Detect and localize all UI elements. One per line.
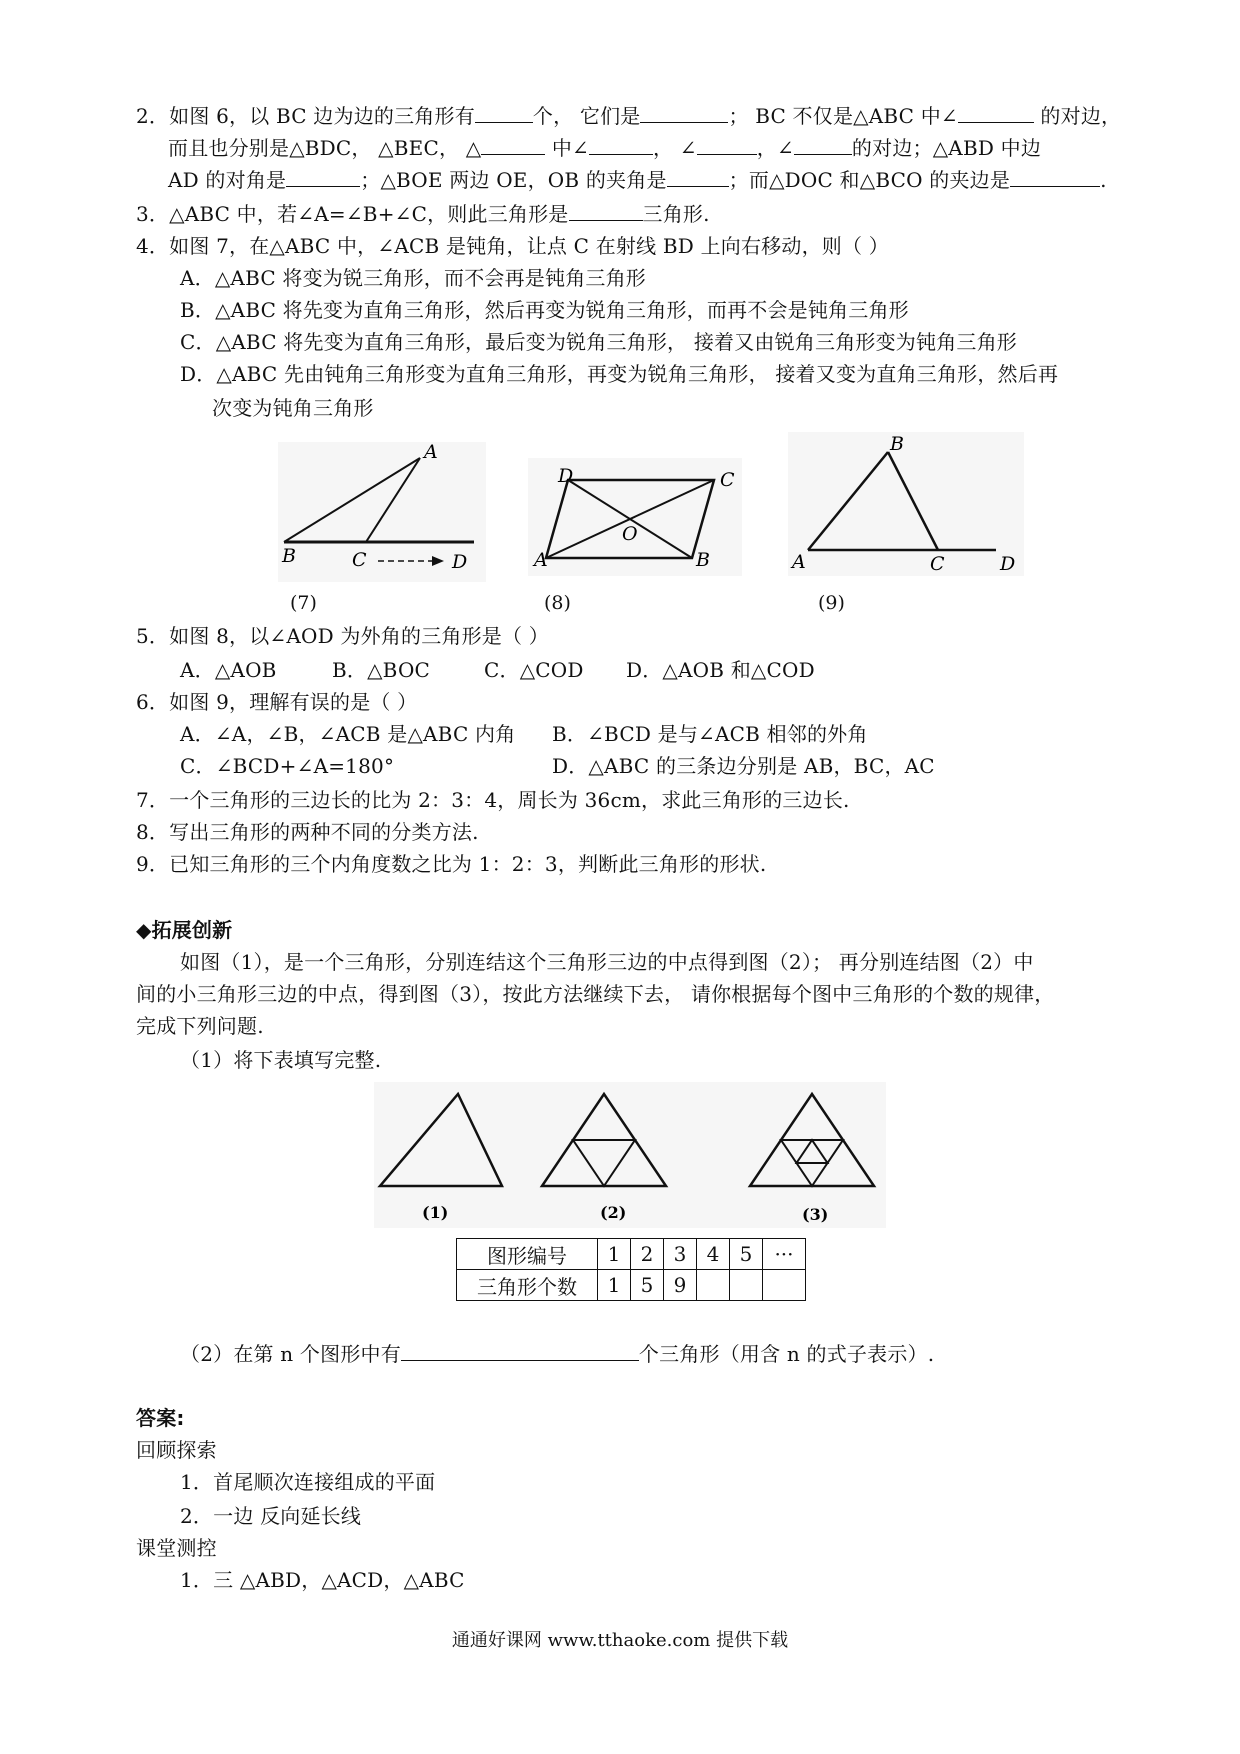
triangle-sequence-figure [374,1082,886,1228]
answer-blank [569,200,643,221]
figure-9 [788,432,1024,576]
figure-background [788,432,1024,576]
extension-sub-2-text: 个三角形（用含 n 的式子表示）. [638,1342,935,1366]
label-c: C [930,553,945,575]
q2-line-1 [136,102,1121,130]
answers-heading: 答案: [136,1406,185,1430]
answers-section-2: 课堂测控 [136,1536,217,1560]
table-cell: 5 [631,1270,664,1301]
q6-options-row-1 [180,720,868,748]
label-a: A [424,442,438,463]
table-cell [763,1270,806,1301]
q5-stem: 5．如图 8，以∠AOD 为外角的三角形是（ ） [136,624,549,648]
q2-text: ，∠ [756,136,794,160]
q4-option-b: B．△ABC 将先变为直角三角形，然后再变为锐角三角形，而再不会是钝角三角形 [180,298,909,322]
q4-option-d-line-2: 次变为钝角三角形 [212,396,374,420]
table-cell: ··· [763,1239,806,1270]
q5-option-b: B．△BOC [332,658,431,682]
triangle-count-table [456,1238,806,1301]
q5-options [180,656,815,684]
table-header-cell: 图形编号 [457,1239,598,1270]
label-d: D [452,551,468,573]
label-d: D [1000,553,1016,575]
caption-figure-1: (1) [422,1203,449,1222]
answer-1: 1．首尾顺次连接组成的平面 [180,1470,436,1494]
extension-sub-2-text: （2）在第 n 个图形中有 [180,1342,401,1366]
q6-option-c: C．∠BCD+∠A=180° [180,754,395,778]
page-footer: 通通好课网 www.tthaoke.com 提供下载 [451,1630,789,1651]
table-cell: 3 [664,1239,697,1270]
extension-paragraph-3: 完成下列问题. [136,1014,264,1038]
label-b: B [890,433,904,455]
q2-text: AD 的对角是 [168,168,287,192]
table-cell: 9 [664,1270,697,1301]
q2-text: 而且也分别是△BDC， △BEC， △ [168,136,482,160]
answer-blank [481,134,545,155]
answer-blank [1010,166,1100,187]
label-a: A [534,549,548,571]
figure-7 [278,442,486,582]
q4-option-c: C．△ABC 将先变为直角三角形，最后变为锐角三角形， 接着又由锐角三角形变为钝角三角形 [180,330,1018,354]
answer-blank [640,102,728,123]
label-a: A [792,551,806,573]
table-cell: 2 [631,1239,664,1270]
q6-option-d: D．△ABC 的三条边分别是 AB，BC，AC [552,754,935,778]
q5-option-d: D．△AOB 和△COD [626,658,815,682]
table-cell: 4 [697,1239,730,1270]
q7: 7．一个三角形的三边长的比为 2：3：4，周长为 36cm，求此三角形的三边长. [136,788,850,812]
q2-text: . [1100,168,1107,192]
q2-text: 2．如图 6，以 BC 边为边的三角形有 [136,104,475,128]
answer-blank [401,1340,639,1361]
label-c: C [720,469,735,491]
table-cell [697,1270,730,1301]
figure-8-caption: (8) [544,592,571,614]
q6-options-row-2 [180,752,935,780]
label-b: B [282,545,296,567]
q2-line-2 [168,134,1041,162]
answers-section-1: 回顾探索 [136,1438,217,1462]
q6-option-a: A．∠A，∠B，∠ACB 是△ABC 内角 [180,722,516,746]
q5-option-c: C．△COD [484,658,584,682]
table-cell: 1 [598,1239,631,1270]
q6-option-b: B．∠BCD 是与∠ACB 相邻的外角 [552,722,868,746]
q3-text: 3．△ABC 中，若∠A=∠B+∠C，则此三角形是 [136,202,569,226]
q4-option-a: A．△ABC 将变为锐三角形，而不会再是钝角三角形 [180,266,646,290]
q9: 9．已知三角形的三个内角度数之比为 1：2：3，判断此三角形的形状. [136,852,767,876]
q2-text: 个， 它们是 [532,104,641,128]
caption-figure-2: (2) [600,1203,627,1222]
label-d: D [558,465,574,487]
extension-sub-1: （1）将下表填写完整. [180,1048,382,1072]
q2-text: 的对边， [1033,104,1122,128]
table-header-cell: 三角形个数 [457,1270,598,1301]
answer-blank [794,134,852,155]
figure-8 [528,458,742,576]
label-c: C [352,549,367,571]
q4-stem: 4．如图 7，在△ABC 中，∠ACB 是钝角，让点 C 在射线 BD 上向右移动，则（ ） [136,234,889,258]
table-cell [730,1270,763,1301]
q8: 8．写出三角形的两种不同的分类方法. [136,820,479,844]
q2-text: 中∠ [551,136,590,160]
extension-heading: ◆拓展创新 [136,918,233,942]
caption-figure-3: (3) [802,1205,829,1224]
q4-option-d-line-1: D．△ABC 先由钝角三角形变为直角三角形，再变为锐角三角形， 接着又变为直角三角形，然后再 [180,362,1059,386]
extension-paragraph-2: 间的小三角形三边的中点，得到图（3），按此方法继续下去， 请你根据每个图中三角形的个数的规律， [136,982,1055,1006]
q6-stem: 6．如图 9，理解有误的是（ ） [136,690,418,714]
answer-blank [697,134,757,155]
answer-blank [589,134,653,155]
table-cell: 1 [598,1270,631,1301]
q2-text: 的对边；△ABD 中边 [851,136,1042,160]
answer-blank [667,166,729,187]
q2-text: ；△BOE 两边 OE，OB 的夹角是 [360,168,667,192]
q2-text: ；而△DOC 和△BCO 的夹边是 [728,168,1011,192]
answer-2: 2．一边 反向延长线 [180,1504,362,1528]
q3-text: 三角形. [642,202,710,226]
q2-text: ， ∠ [653,136,697,160]
answer-3: 1．三 △ABD，△ACD，△ABC [180,1568,465,1592]
table-row [457,1270,806,1301]
q5-option-a: A．△AOB [180,658,277,682]
figure-7-caption: (7) [290,592,317,614]
q2-line-3 [168,166,1107,194]
extension-sub-2 [180,1340,934,1368]
label-b: B [696,549,710,571]
q2-text: ； BC 不仅是△ABC 中∠ [728,104,958,128]
figure-9-caption: (9) [818,592,845,614]
q3 [136,200,710,228]
answer-blank [958,102,1034,123]
answer-blank [286,166,360,187]
label-o: O [622,523,638,545]
extension-paragraph-1: 如图（1），是一个三角形，分别连结这个三角形三边的中点得到图（2）； 再分别连结图（2）中 [180,950,1034,974]
table-cell: 5 [730,1239,763,1270]
answer-blank [475,102,533,123]
table-row [457,1239,806,1270]
